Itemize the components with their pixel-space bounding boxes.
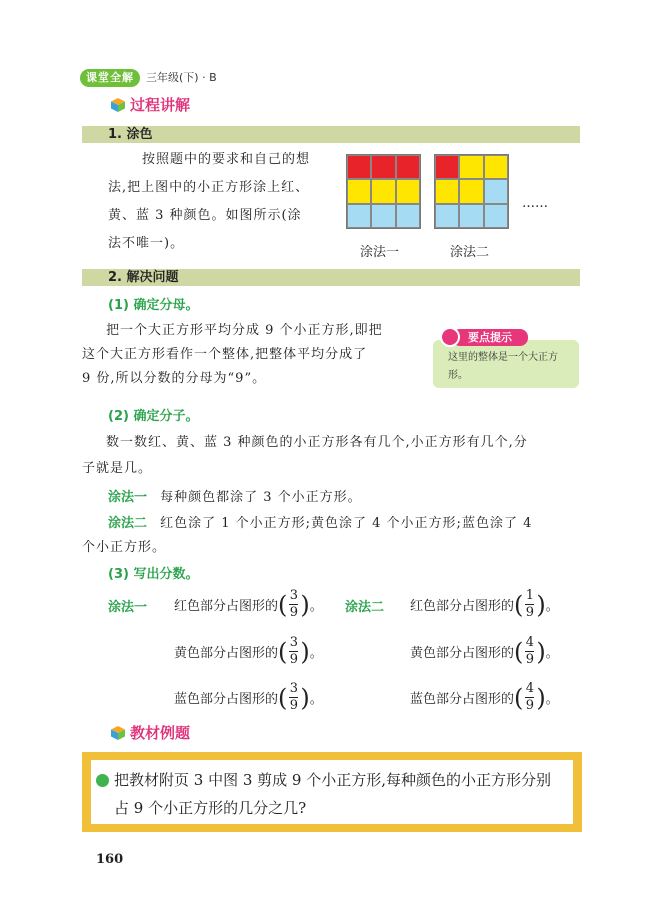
numerator: 4: [525, 635, 535, 650]
cell-blue: [459, 204, 483, 228]
section-title-process: 过程讲解: [130, 96, 191, 114]
m2-blue-fraction-row: [410, 682, 559, 713]
m2-yellow-fraction-row: [410, 636, 559, 667]
caption-method-1: 涂法一: [360, 245, 400, 260]
cell-yellow: [435, 179, 459, 203]
period: 。: [545, 646, 559, 661]
cell-blue: [347, 204, 371, 228]
paren-close: ): [536, 590, 546, 619]
method-1-label: 涂法一: [108, 490, 148, 505]
cell-blue: [484, 204, 508, 228]
step-3-title: (3) 写出分数。: [108, 567, 199, 582]
cube-icon: [110, 97, 126, 113]
method-1-text: 每种颜色都涂了 3 个小正方形。: [160, 490, 362, 505]
subsection-title-1: 1. 涂色: [108, 127, 153, 142]
m2-red-fraction-row: [410, 589, 559, 620]
numerator: 3: [289, 681, 299, 696]
s1-line-4: 法不唯一)。: [108, 236, 185, 251]
ellipsis: ……: [522, 196, 548, 211]
paren-open: (: [278, 590, 288, 619]
m1-yellow-text: 黄色部分占图形的: [174, 646, 279, 661]
subsection-bar-1: [82, 126, 580, 143]
numerator: 1: [525, 588, 535, 603]
square-method-1: [346, 154, 421, 229]
paren-close: ): [300, 637, 310, 666]
step-2-line-2: 子就是几。: [82, 461, 153, 476]
cell-blue: [371, 204, 395, 228]
step-1-line-3: 9 份,所以分数的分母为“9”。: [82, 371, 267, 386]
subsection-title-2: 2. 解决问题: [108, 270, 179, 285]
paren-close: ): [536, 683, 546, 712]
cell-yellow: [459, 179, 483, 203]
tip-text: 这里的整体是一个大正方形。: [448, 352, 558, 381]
period: 。: [545, 599, 559, 614]
m2-blue-text: 蓝色部分占图形的: [410, 692, 515, 707]
numerator: 4: [525, 681, 535, 696]
s1-line-3: 黄、蓝 3 种颜色。如图所示(涂: [108, 208, 302, 223]
step-2-title: (2) 确定分子。: [108, 409, 199, 424]
cell-red: [371, 155, 395, 179]
m2-red-text: 红色部分占图形的: [410, 599, 515, 614]
step-2-line-1: 数一数红、黄、蓝 3 种颜色的小正方形各有几个,小正方形有几个,分: [106, 435, 528, 450]
bullet-icon: [96, 774, 109, 787]
example-text: [114, 766, 566, 822]
cube-icon: [110, 725, 126, 741]
numerator: 3: [289, 635, 299, 650]
cell-red: [435, 155, 459, 179]
method-2-label: 涂法二: [108, 516, 148, 531]
m1-red-text: 红色部分占图形的: [174, 599, 279, 614]
method-2-text-b: 个小正方形。: [82, 540, 167, 555]
paren-open: (: [514, 683, 524, 712]
paren-open: (: [278, 683, 288, 712]
s1-line-1: 按照题中的要求和自己的想: [142, 152, 311, 167]
cell-blue: [396, 204, 420, 228]
step-1-title: (1) 确定分母。: [108, 298, 199, 313]
cell-yellow: [396, 179, 420, 203]
caption-method-2: 涂法二: [450, 245, 490, 260]
cell-red: [347, 155, 371, 179]
paren-close: ): [300, 590, 310, 619]
step-1-line-2: 这个大正方形看作一个整体,把整体平均分成了: [82, 347, 368, 362]
method-2-text-a: 红色涂了 1 个小正方形;黄色涂了 4 个小正方形;蓝色涂了 4: [160, 516, 533, 531]
method-2-row: [108, 510, 532, 538]
paren-close: ): [536, 637, 546, 666]
cell-yellow: [484, 155, 508, 179]
denominator: 9: [289, 652, 299, 667]
fraction: [525, 589, 534, 620]
tip-label: 要点提示: [452, 329, 528, 346]
period: 。: [309, 692, 323, 707]
period: 。: [309, 646, 323, 661]
section-title-example: 教材例题: [130, 724, 191, 742]
square-method-2: [434, 154, 509, 229]
cell-yellow: [371, 179, 395, 203]
example-line-1: 把教材附页 3 中图 3 剪成 9 个小正方形,每种颜色的小正方形分别: [114, 771, 552, 789]
s1-paragraph: [108, 146, 338, 258]
denominator: 9: [289, 698, 299, 713]
tip-badge-icon: [440, 327, 460, 347]
paren-close: ): [300, 683, 310, 712]
m1-yellow-fraction-row: [174, 636, 323, 667]
denominator: 9: [525, 605, 535, 620]
method-1-row: [108, 484, 362, 512]
m1-blue-fraction-row: [174, 682, 323, 713]
cell-yellow: [459, 155, 483, 179]
denominator: 9: [525, 698, 535, 713]
step-1-line-1: 把一个大正方形平均分成 9 个小正方形,即把: [106, 323, 383, 338]
numerator: 3: [289, 588, 299, 603]
m2-yellow-text: 黄色部分占图形的: [410, 646, 515, 661]
fraction-method-2-label: 涂法二: [345, 600, 385, 615]
fraction: [289, 682, 298, 713]
m1-red-fraction-row: [174, 589, 323, 620]
fraction-method-1-label: 涂法一: [108, 600, 148, 615]
paren-open: (: [278, 637, 288, 666]
cell-blue: [484, 179, 508, 203]
step-1-paragraph: [82, 319, 432, 391]
paren-open: (: [514, 590, 524, 619]
fraction: [289, 636, 298, 667]
page-number: 160: [96, 852, 124, 867]
m1-blue-text: 蓝色部分占图形的: [174, 692, 279, 707]
paren-open: (: [514, 637, 524, 666]
cell-red: [396, 155, 420, 179]
fraction: [525, 636, 534, 667]
period: 。: [545, 692, 559, 707]
fraction: [289, 589, 298, 620]
cell-blue: [435, 204, 459, 228]
s1-line-2: 法,把上图中的小正方形涂上红、: [108, 180, 310, 195]
cell-yellow: [347, 179, 371, 203]
period: 。: [309, 599, 323, 614]
denominator: 9: [289, 605, 299, 620]
step-2-paragraph: [82, 430, 582, 482]
grade-label: 三年级(下) · B: [146, 71, 217, 84]
denominator: 9: [525, 652, 535, 667]
series-badge: 课堂全解: [80, 69, 140, 87]
fraction: [525, 682, 534, 713]
example-line-2: 占 9 个小正方形的几分之几?: [114, 799, 307, 817]
